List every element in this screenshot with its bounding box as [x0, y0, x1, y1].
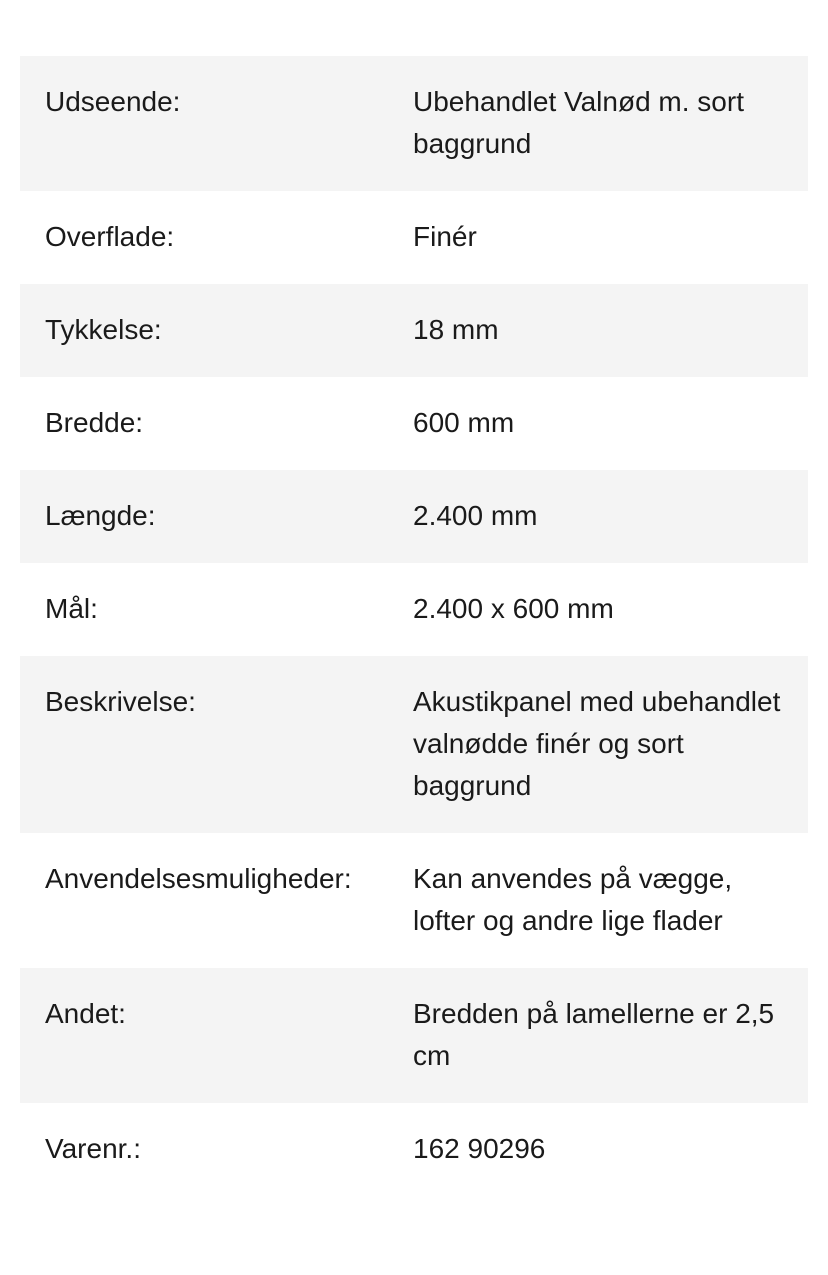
- spec-label: Tykkelse:: [45, 314, 162, 345]
- spec-row-laengde: [20, 470, 808, 563]
- spec-label: Anvendelsesmuligheder:: [45, 863, 352, 894]
- spec-value: 2.400 mm: [413, 500, 538, 531]
- spec-row-overflade: [20, 191, 808, 284]
- spec-row-udseende: [20, 56, 808, 191]
- spec-value: Finér: [413, 221, 477, 252]
- spec-row-maal: [20, 563, 808, 656]
- spec-value: 162 90296: [413, 1133, 546, 1164]
- spec-label: Beskrivelse:: [45, 686, 196, 717]
- spec-value: Akustikpanel med ubehandlet valnødde finér og sort baggrund: [413, 686, 781, 801]
- spec-row-varenr: [20, 1103, 808, 1196]
- spec-row-anvendelsesmuligheder: [20, 833, 808, 968]
- spec-value: 2.400 x 600 mm: [413, 593, 614, 624]
- spec-label: Længde:: [45, 500, 156, 531]
- spec-value: Ubehandlet Valnød m. sort baggrund: [413, 86, 744, 159]
- spec-label: Bredde:: [45, 407, 144, 438]
- product-spec-table: [20, 56, 808, 1196]
- spec-label: Mål:: [45, 593, 98, 624]
- spec-value: Kan anvendes på vægge, lofter og andre lige flader: [413, 863, 733, 936]
- spec-value: 18 mm: [413, 314, 499, 345]
- spec-label: Varenr.:: [45, 1133, 141, 1164]
- spec-value: 600 mm: [413, 407, 515, 438]
- spec-label: Andet:: [45, 998, 126, 1029]
- spec-row-bredde: [20, 377, 808, 470]
- spec-row-beskrivelse: [20, 656, 808, 833]
- spec-label: Udseende:: [45, 86, 181, 117]
- spec-row-tykkelse: [20, 284, 808, 377]
- spec-value: Bredden på lamellerne er 2,5 cm: [413, 998, 775, 1071]
- spec-label: Overflade:: [45, 221, 175, 252]
- spec-row-andet: [20, 968, 808, 1103]
